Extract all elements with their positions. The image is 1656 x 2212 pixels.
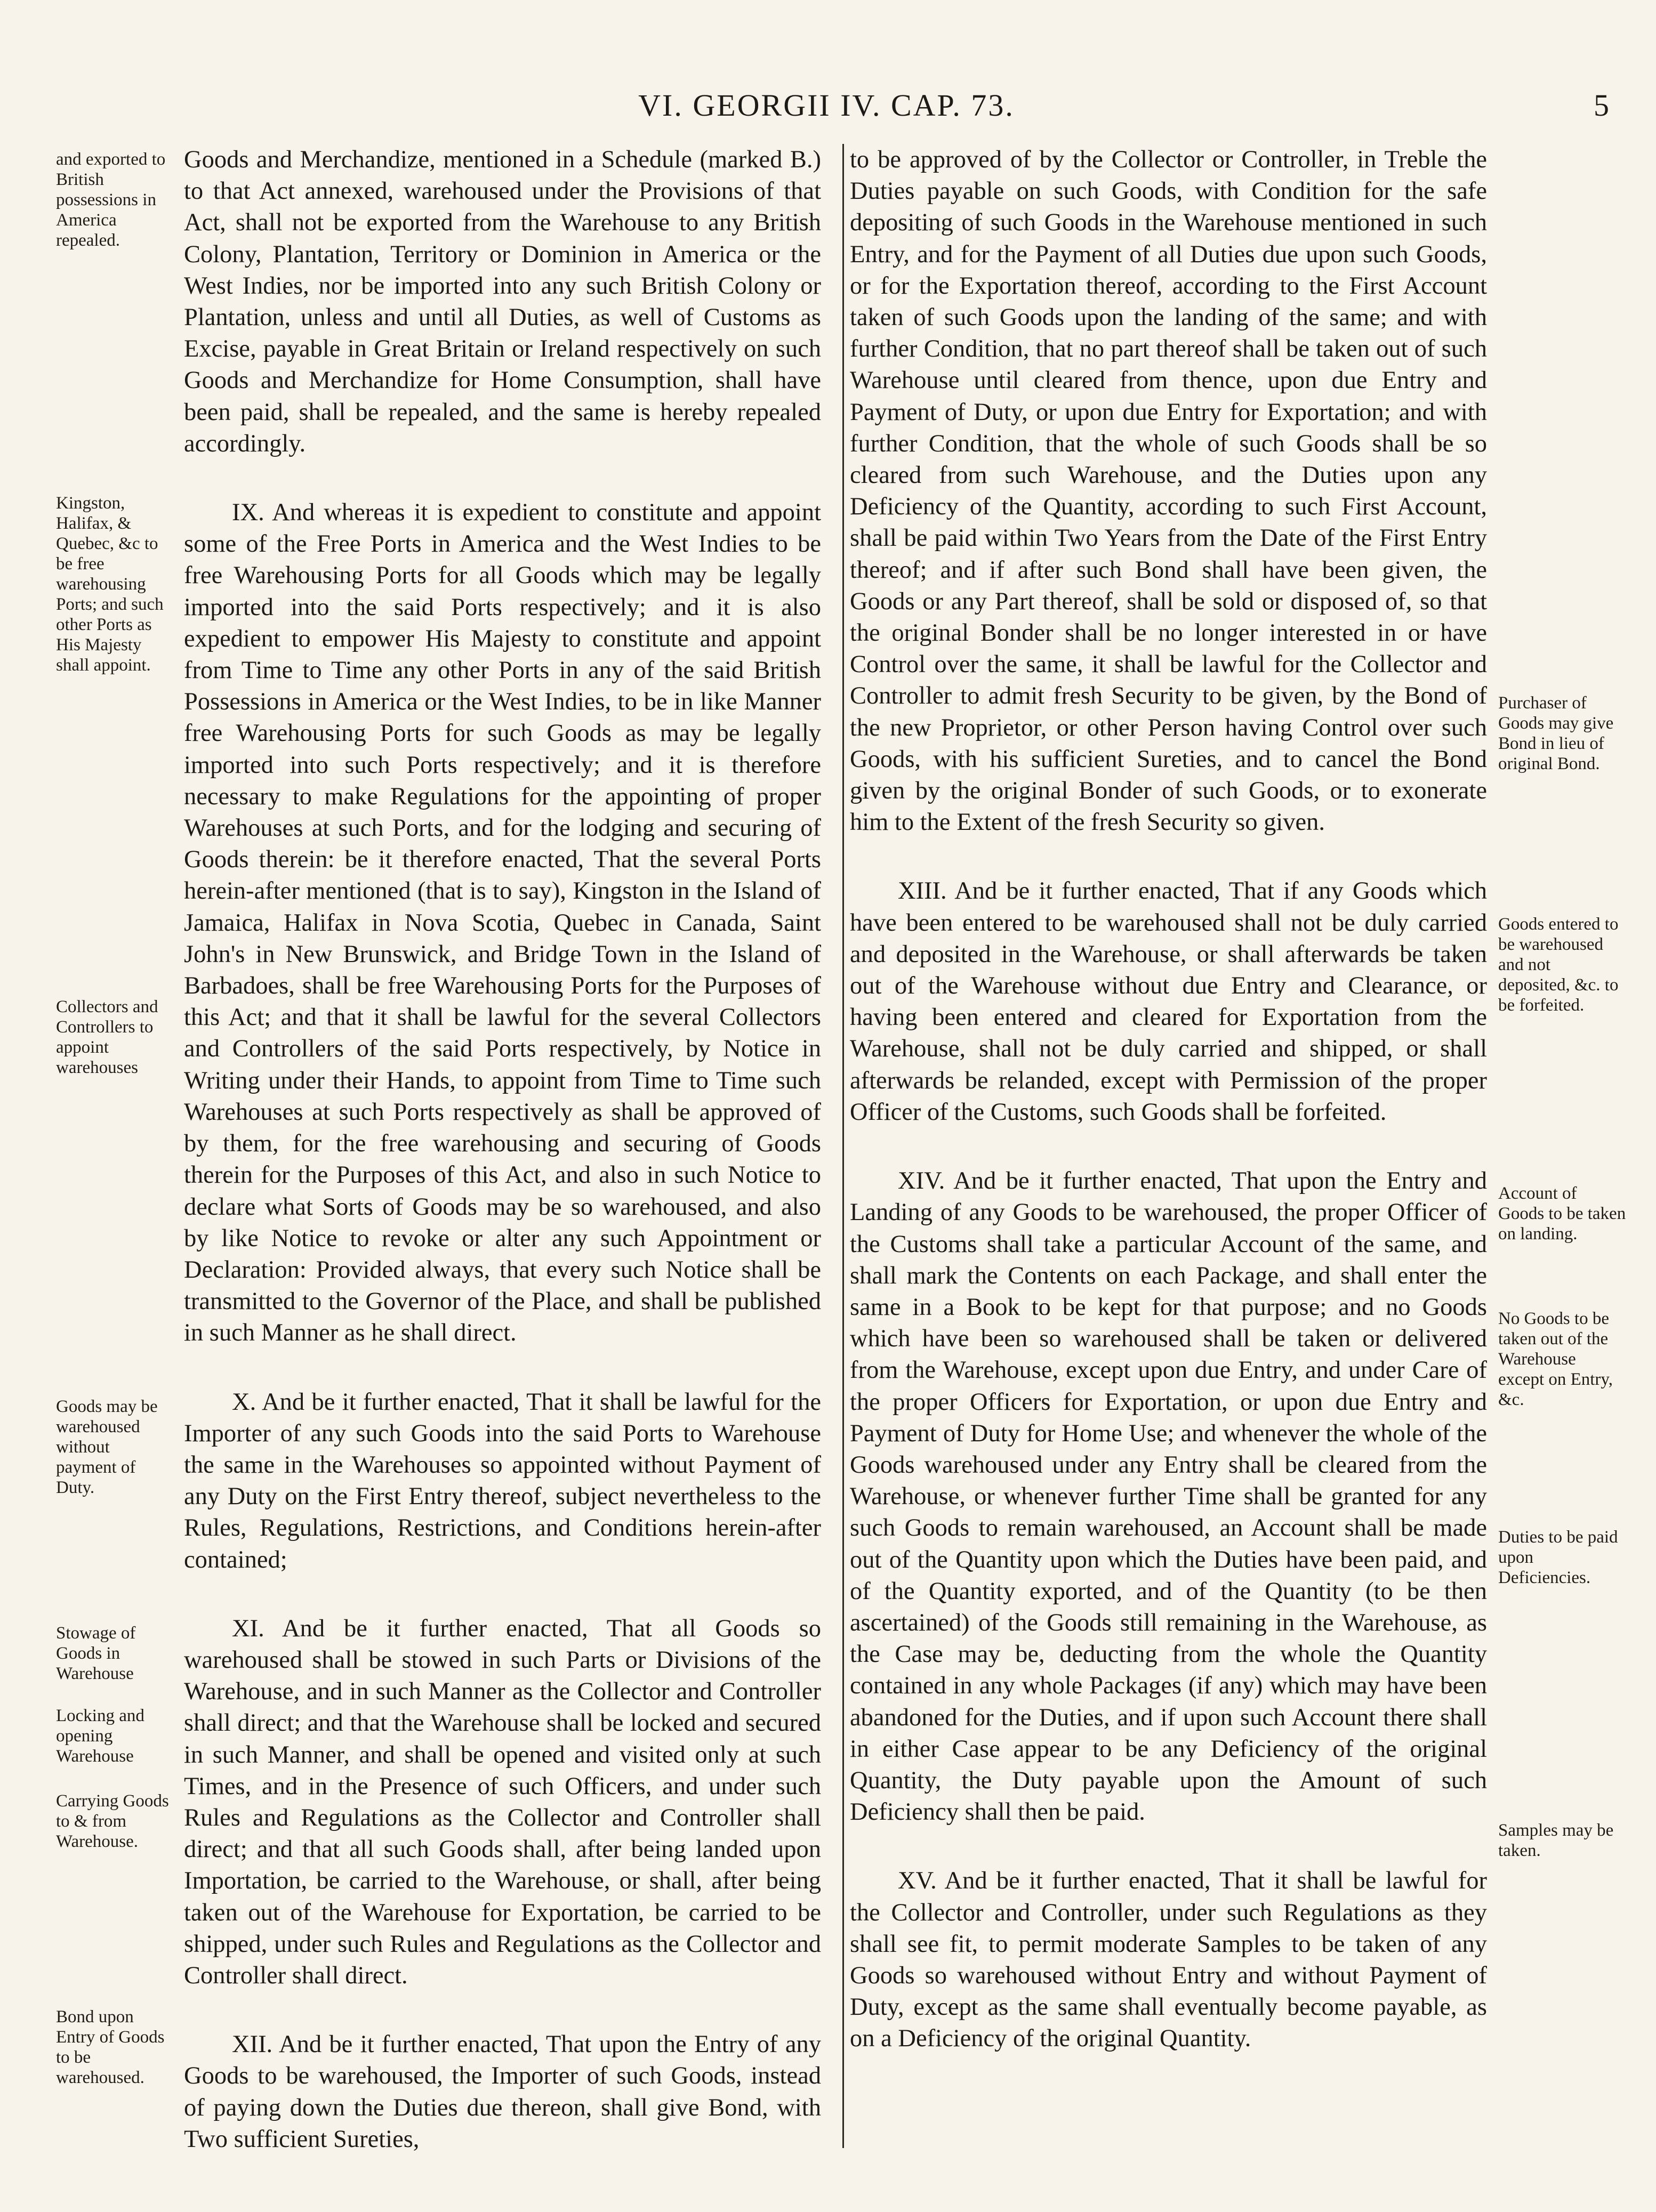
margin-note: Account of Goods to be taken on landing. bbox=[1498, 1184, 1626, 1244]
section-xii-continued: to be approved of by the Collector or Controller, in Treble the Duties payable on such Goods, with Condition for the safe depositing of such Goods in the Warehouse mentioned in such Entry, and for the Payment of all Duties due upon such Goods, or for the Exportation thereof, according to the First Account taken of such Goods upon the landing of the same; and with further Condition, that no part thereof shall be taken out of such Warehouse until cleared from thence, upon due Entry and Payment of Duty, or upon due Entry for Exportation; and with further Condition, that the whole of such Goods shall be so cleared from such Warehouse, and the Duties upon any Deficiency of the Quantity, according to such First Account, shall be paid within Two Years from the Date of the First Entry thereof; and if after such Bond shall have been given, the Goods or any Part thereof, shall be sold or disposed of, so that the original Bonder shall be no longer interested in or have Control over the same, it shall be lawful for the Collector and Controller to admit fresh Security to be given, by the Bond of the new Proprietor, or other Person having Control over such Goods, with his sufficient Sureties, and to cancel the Bond given by the original Bonder of such Goods, or to exonerate him to the Extent of the fresh Security so given. bbox=[850, 146, 1487, 836]
column-divider bbox=[842, 144, 844, 2148]
paragraph-viii-continued: Goods and Merchandize, mentioned in a Schedule (marked B.) to that Act annexed, warehoused under the Provisions of that Act, shall not be exported from the Warehouse to any British Colony, Plantation, Territory or Dominion in America or the West Indies, nor be imported into any such British Colony or Plantation, unless and until all Duties, as well of Customs as Excise, payable in Great Britain or Ireland respectively on such Goods and Merchandize for Home Consumption, shall have been paid, shall be repealed, and the same is hereby repealed accordingly. bbox=[184, 146, 821, 457]
margin-note: Samples may be taken. bbox=[1498, 1821, 1614, 1860]
section-xii: XII. And be it further enacted, That upon the Entry of any Goods to be warehoused, the Importer of such Goods, instead of paying down the Duties due thereon, shall give Bond, with Two sufficient Sureties, bbox=[184, 2031, 821, 2153]
section-ix: IX. And whereas it is expedient to constitute and appoint some of the Free Ports in America and the West Indies to be free Warehousing Ports for all Goods which may be legally imported into the said Ports respectively; and it is also expedient to empower His Majesty to constitute and appoint from Time to Time any other Ports in any of the said British Possessions in America or the West Indies, to be in like Manner free Warehousing Ports for such Goods as may be legally imported into such Ports respectively; and it is therefore necessary to make Regulations for the appointing of proper Warehouses at such Ports, and for the lodging and securing of Goods therein: be it therefore enacted, That the several Ports herein-after mentioned (that is to say), Kingston in the Island of Jamaica, Halifax in Nova Scotia, Quebec in Canada, Saint John's in New Brunswick, and Bridge Town in the Island of Barbadoes, shall be free Warehousing Ports for the Purposes of this Act; and that it shall be lawful for the several Collectors and Controllers of the said Ports respectively, by Notice in Writing under their Hands, to appoint from Time to Time such Warehouses at such Ports respectively as shall be approved of by them, for the free warehousing and securing of Goods therein for the Purposes of this Act, and also in such Notice to declare what Sorts of Goods may be so warehoused, and also by like Notice to revoke or alter any such Appointment or Declaration: Provided always, that every such Notice shall be transmitted to the Governor of the Place, and shall be published in such Manner as he shall direct. bbox=[184, 499, 821, 1347]
margin-note: Goods may be warehoused without payment of Duty. bbox=[56, 1397, 158, 1497]
margin-note: Bond upon Entry of Goods to be warehoused. bbox=[56, 2007, 165, 2087]
margin-note: Kingston, Halifax, & Quebec, &c to be free warehousing Ports; and such other Ports as His Majesty shall appoint. bbox=[56, 494, 164, 675]
page-number: 5 bbox=[1594, 88, 1609, 123]
running-title: VI. GEORGII IV. CAP. 73. bbox=[638, 88, 1015, 123]
margin-note: Collectors and Controllers to appoint warehouses bbox=[56, 997, 158, 1077]
section-xi: XI. And be it further enacted, That all Goods so warehoused shall be stowed in such Parts or Divisions of the Warehouse, and in such Manner as the Collector and Controller shall direct; and that the Warehouse shall be locked and secured in such Manner, and shall be opened and visited only at such Times, and in the Presence of such Officers, and under such Rules and Regulations as the Collector and Controller shall direct; and that all such Goods shall, after being landed upon Importation, be carried to the Warehouse, or shall, after being taken out of the Warehouse for Exportation, be carried to be shipped, under such Rules and Regulations as the Collector and Controller shall direct. bbox=[184, 1614, 821, 1989]
section-xiii: XIII. And be it further enacted, That if any Goods which have been entered to be warehoused shall not be duly carried and deposited in the Warehouse, or shall afterwards be taken out of the Warehouse without due Entry and Clearance, or having been entered and cleared for Exportation from the Warehouse, shall not be duly carried and shipped, or shall afterwards be relanded, except with Permission of the proper Officer of the Customs, such Goods shall be forfeited. bbox=[850, 877, 1487, 1126]
margin-note: Goods entered to be warehoused and not deposited, &c. to be forfeited. bbox=[1498, 915, 1619, 1015]
margin-note: Locking and opening Warehouse bbox=[56, 1706, 144, 1766]
margin-note: and exported to British possessions in America repealed. bbox=[56, 150, 166, 250]
margin-note: Duties to be paid upon Deficiencies. bbox=[1498, 1528, 1618, 1587]
section-x: X. And be it further enacted, That it shall be lawful for the Importer of any such Goods into the said Ports to Warehouse the same in the Warehouses so appointed without Payment of any Duty on the First Entry thereof, subject nevertheless to the Rules, Regulations, Restrictions, and Conditions herein-after contained; bbox=[184, 1388, 821, 1573]
margin-note: Stowage of Goods in Warehouse bbox=[56, 1624, 136, 1683]
section-xiv: XIV. And be it further enacted, That upon the Entry and Landing of any Goods to be warehoused, the proper Officer of the Customs shall take a particular Account of the same, and shall mark the Contents on each Package, and shall enter the same in a Book to be kept for that purpose; and no Goods which have been so warehoused shall be taken or delivered from the Warehouse, except upon due Entry, and under Care of the proper Officers for Exportation, or upon due Entry and Payment of Duty for Home Use; and whenever the whole of the Goods warehoused under any Entry shall be cleared from the Warehouse, or whenever further Time shall be granted for any such Goods to remain warehoused, an Account shall be made out of the Quantity upon which the Duties have been paid, and of the Quantity exported, and of the Quantity (to be then ascertained) of the Goods still remaining in the Warehouse, as the Case may be, deducting from the whole the Quantity contained in any whole Packages (if any) which may have been abandoned for the Duties, and if upon such Account there shall in either Case appear to be any Deficiency of the original Quantity, the Duty payable upon the Amount of such Deficiency shall then be paid. bbox=[850, 1167, 1487, 1826]
section-xv: XV. And be it further enacted, That it shall be lawful for the Collector and Controller, under such Regulations as they shall see fit, to permit moderate Samples to be taken of any Goods so warehoused without Entry and without Payment of Duty, except as the same shall eventually become payable, as on a Deficiency of the original Quantity. bbox=[850, 1867, 1487, 2053]
margin-note: Purchaser of Goods may give Bond in lieu of original Bond. bbox=[1498, 693, 1614, 773]
left-column bbox=[184, 144, 821, 2155]
page-header bbox=[0, 80, 1656, 128]
margin-note: Carrying Goods to & from Warehouse. bbox=[56, 1791, 169, 1851]
margin-note: No Goods to be taken out of the Warehouse except on Entry, &c. bbox=[1498, 1309, 1613, 1409]
right-column bbox=[850, 144, 1487, 2055]
